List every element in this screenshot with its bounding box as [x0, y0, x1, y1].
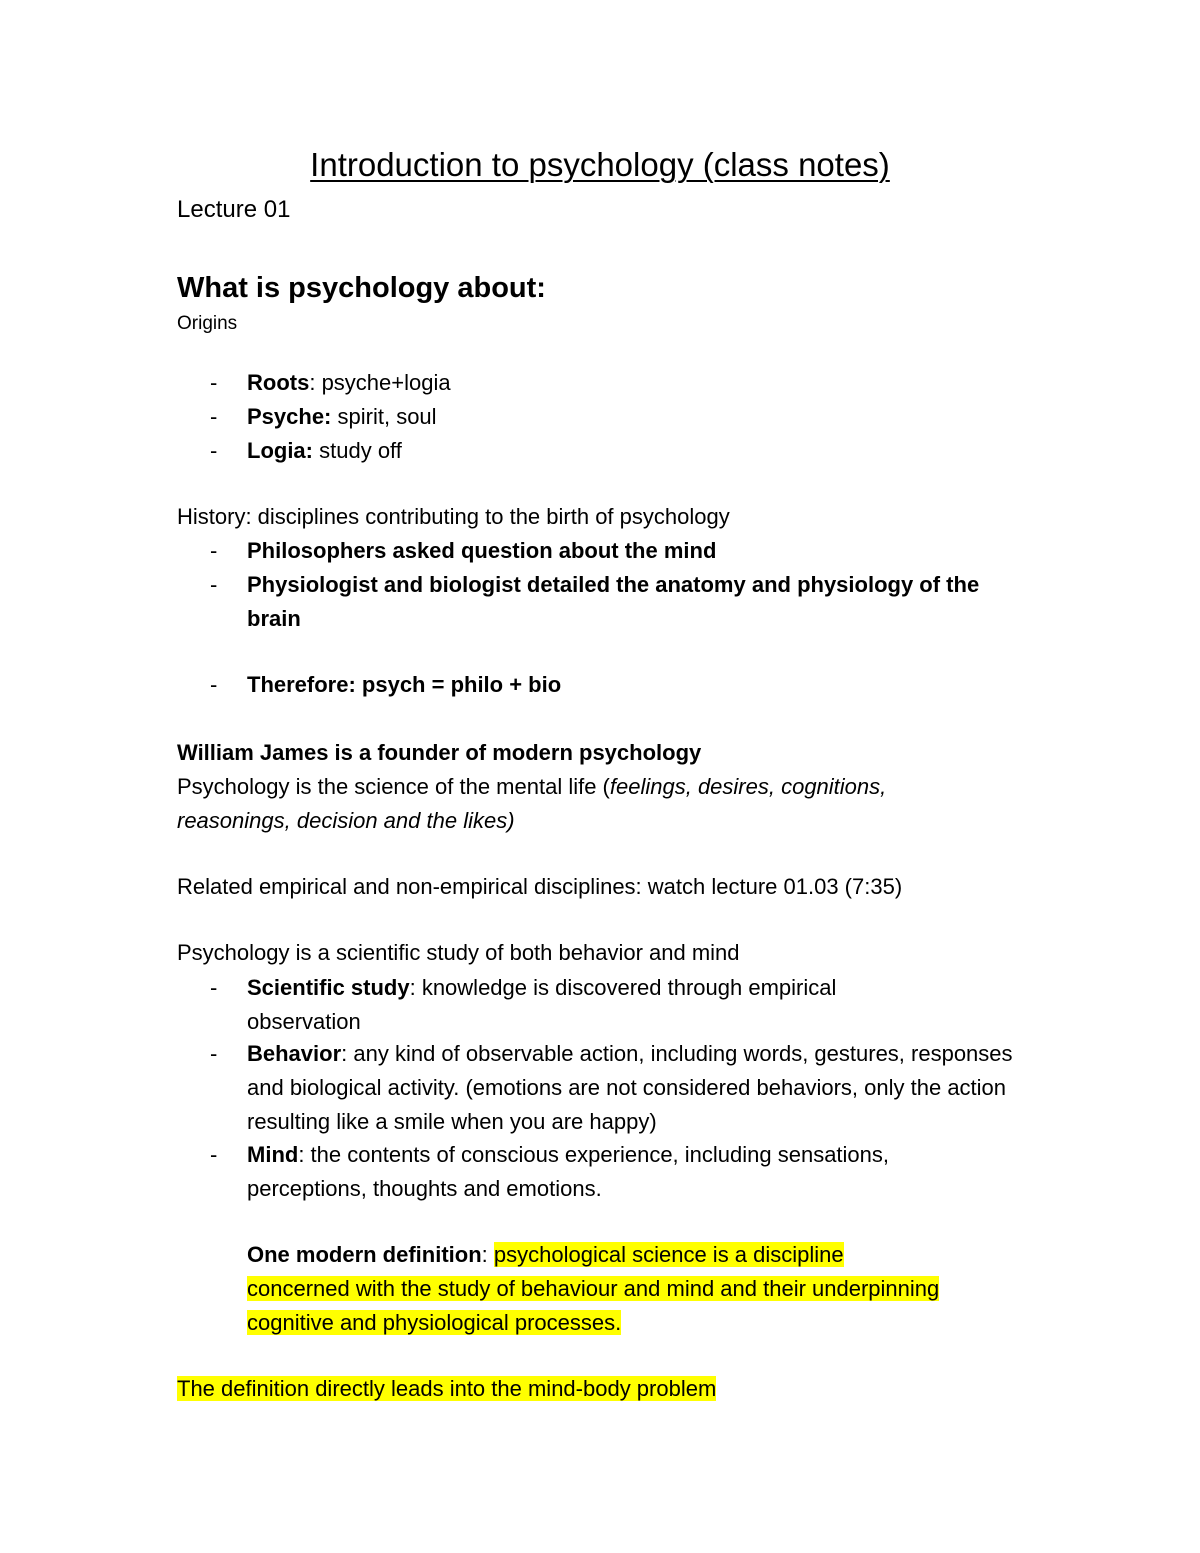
scientific-intro: Psychology is a scientific study of both behavior and mind — [177, 940, 740, 965]
definition: : knowledge is discovered through empirical observation — [247, 975, 837, 1034]
term: Psyche: — [247, 404, 332, 429]
scientific-item-behavior — [247, 1037, 1027, 1139]
origins-item-logia — [247, 434, 1037, 468]
related-disciplines: Related empirical and non-empirical disciplines: watch lecture 01.03 (7:35) — [177, 874, 903, 899]
separator: : — [309, 370, 322, 395]
list-dash: - — [210, 438, 218, 463]
origins-label: Origins — [177, 313, 238, 334]
document-title: Introduction to psychology (class notes) — [310, 146, 890, 183]
history-item-physiologist: Physiologist and biologist detailed the anatomy and physiology of the brain — [247, 572, 980, 631]
definition: : the contents of conscious experience, including sensations, perceptions, thoughts and emotions. — [247, 1142, 890, 1201]
origins-item-psyche — [247, 400, 1037, 434]
term: Behavior — [247, 1041, 342, 1066]
closing-highlighted-text: The definition directly leads into the mind-body problem — [177, 1376, 717, 1401]
term: Roots — [247, 370, 310, 395]
definition-highlighted-text: psychological science is a discipline concerned with the study of behaviour and mind and their underpinning cognitive and physiological processes. — [247, 1242, 940, 1335]
history-item-philosophers: Philosophers asked question about the mind — [247, 538, 717, 563]
definition: study off — [319, 438, 402, 463]
definition-label: One modern definition — [247, 1242, 482, 1267]
list-dash: - — [210, 538, 218, 563]
definition: psyche+logia — [321, 370, 451, 395]
term: Scientific study — [247, 975, 410, 1000]
james-text-italic: feelings, desires, cognitions, reasonings, decision and the likes) — [177, 774, 887, 833]
scientific-item-mind — [247, 1138, 1007, 1206]
list-dash: - — [210, 370, 218, 395]
list-dash: - — [210, 1041, 218, 1066]
james-text-plain: Psychology is the science of the mental life ( — [177, 774, 610, 799]
list-dash: - — [210, 975, 218, 1000]
james-heading: William James is a founder of modern psychology — [177, 740, 702, 765]
definition-separator: : — [481, 1242, 494, 1267]
history-item-therefore: Therefore: psych = philo + bio — [247, 672, 562, 697]
section-heading: What is psychology about: — [177, 272, 546, 304]
list-dash: - — [210, 572, 218, 597]
closing-line — [177, 1372, 1037, 1406]
definition: : any kind of observable action, including words, gestures, responses and biological activity. (emotions are not considered behaviors, only the action resulting like a smile when you are happy) — [247, 1041, 1013, 1134]
list-dash: - — [210, 672, 218, 697]
term: Mind — [247, 1142, 299, 1167]
james-text — [177, 770, 997, 838]
modern-definition — [247, 1238, 947, 1340]
term: Logia: — [247, 438, 313, 463]
origins-item-roots — [247, 366, 1037, 400]
lecture-label: Lecture 01 — [177, 196, 291, 223]
history-intro: History: disciplines contributing to the birth of psychology — [177, 504, 730, 529]
list-dash: - — [210, 1142, 218, 1167]
definition: spirit, soul — [337, 404, 437, 429]
scientific-item-study — [247, 971, 947, 1039]
list-dash: - — [210, 404, 218, 429]
